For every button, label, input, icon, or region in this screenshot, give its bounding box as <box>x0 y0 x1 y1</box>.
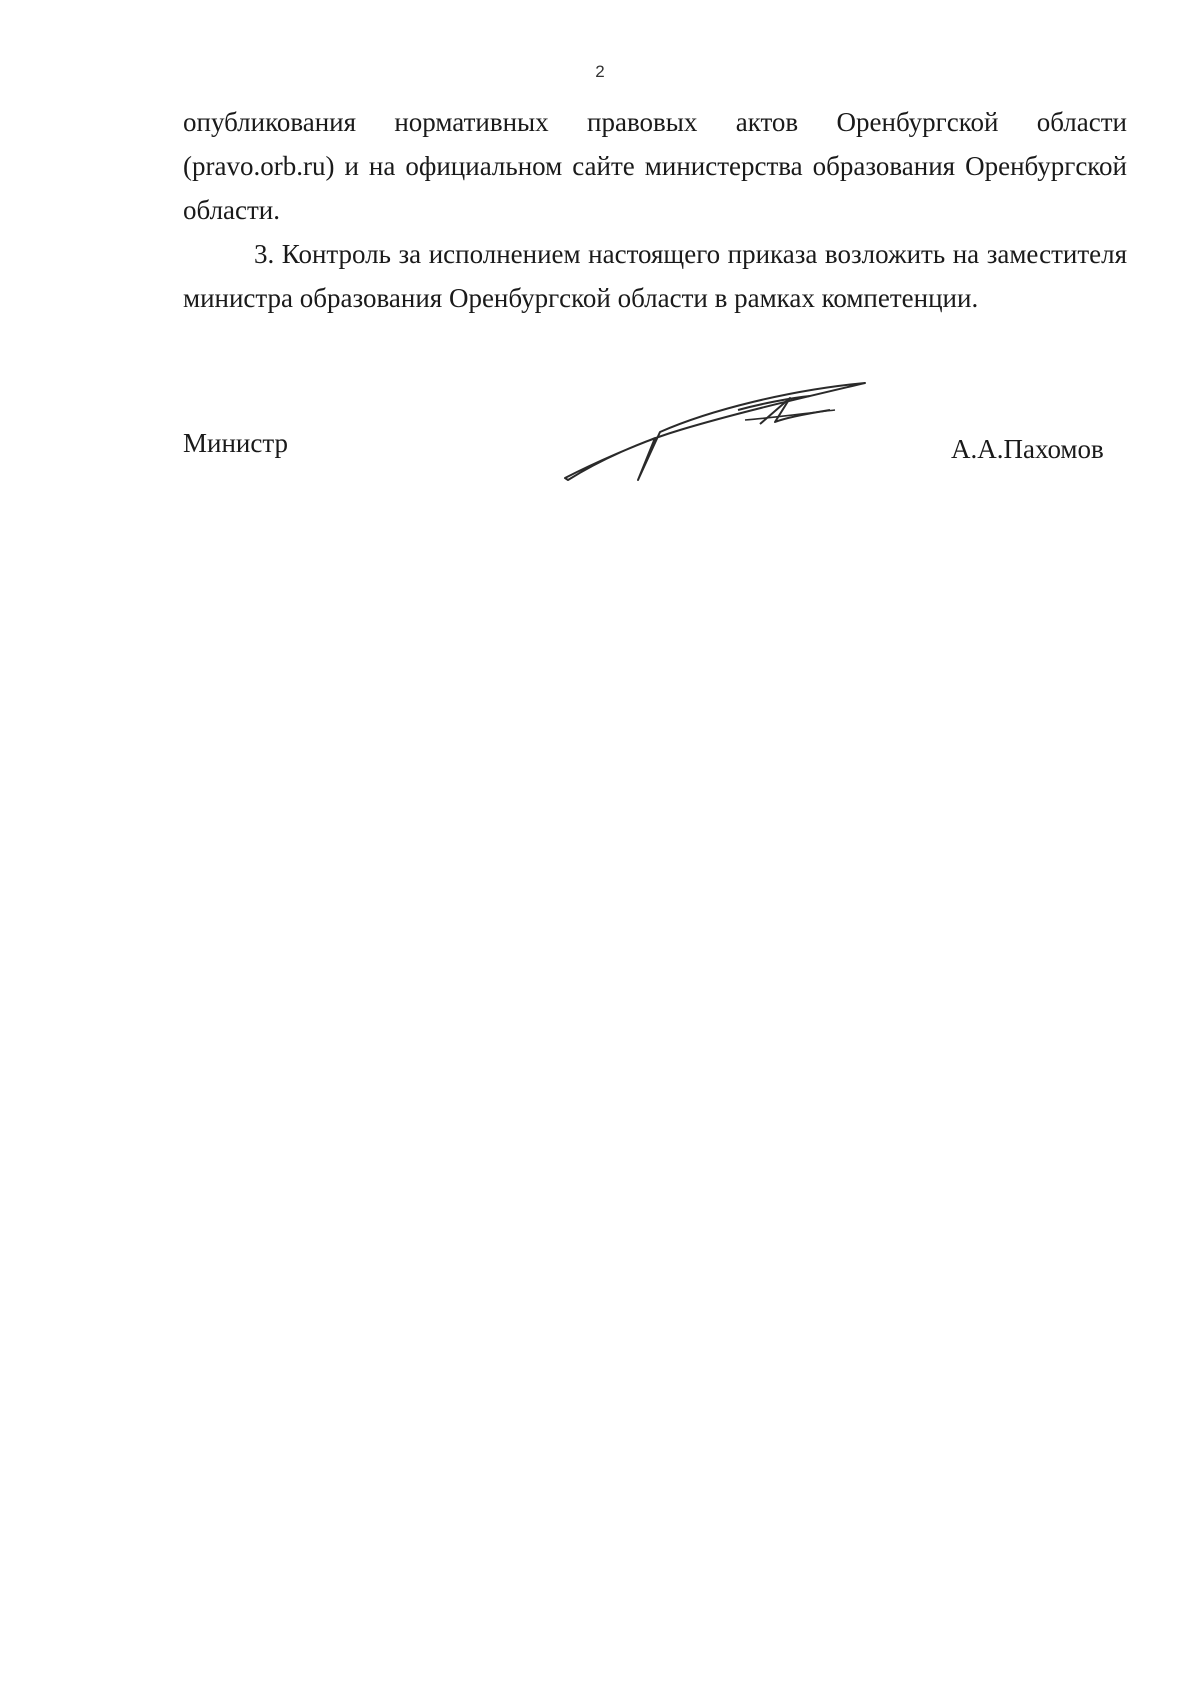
signatory-title: Министр <box>183 428 288 458</box>
signatory-name: А.А.Пахомов <box>951 434 1104 464</box>
page-number: 2 <box>595 62 605 81</box>
paragraph-item-3: 3. Контроль за исполнением настоящего приказа возложить на заместителя министра образования Оренбургской области в рамках компетенции. <box>183 239 1127 313</box>
paragraph-continuation: опубликования нормативных правовых актов Оренбургской области (pravo.orb.ru) и на официальном сайте министерства образования Оренбургской области. <box>183 107 1127 225</box>
handwritten-signature <box>560 380 880 490</box>
document-body <box>183 100 1127 320</box>
